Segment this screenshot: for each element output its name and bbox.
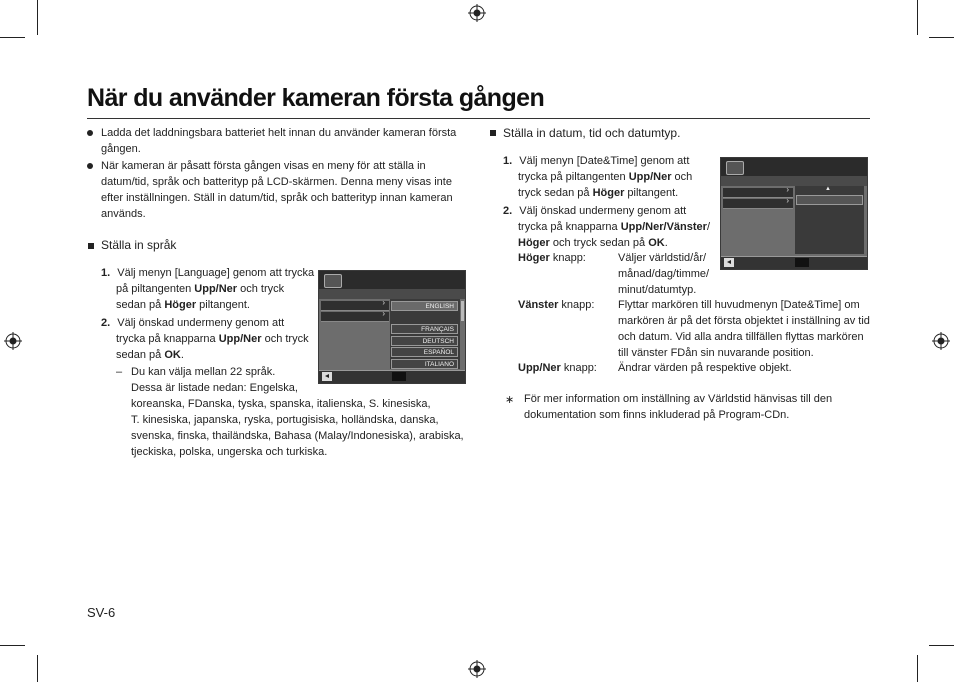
lcd-datetime-screenshot: [720, 157, 868, 270]
date-step-2: 2. Välj önskad undermeny genom att trycka på knapparna Upp/Ner/Vänster/ Höger och tryck sedan på OK.: [503, 205, 710, 249]
registration-mark-icon: [4, 332, 22, 350]
intro-bullet-2: När kameran är påsatt första gången visas en meny för att ställa in datum/tid, språk och batterityp på LCD-skärmen. Denna meny visas inte efter inställningen. Ställ in datum/tid, språk och batterityp innan kameran används.: [101, 160, 453, 220]
lcd-option-deutsch: DEUTSCH: [391, 336, 458, 346]
key-vanster-label: Vänster knapp:: [518, 299, 595, 311]
lcd-option-italiano: ITALIANO: [391, 359, 458, 369]
lcd-menu-row: ›: [321, 312, 389, 322]
crop-mark: [37, 0, 38, 35]
title-rule: [87, 118, 870, 119]
registration-mark-icon: [468, 660, 486, 678]
key-vanster-desc: Flyttar markören till huvudmenyn [Date&Time] om markören är på det första objektet i inställning av tid och datum. Vid alla andra tillfällen flyttas markören till vänster FDån sin nuvarande position.: [618, 299, 870, 359]
lcd-option-english: ENGLISH: [391, 301, 458, 311]
lcd-menu-row: ›: [321, 301, 389, 311]
lcd-selected-row: [796, 195, 863, 205]
note-text: För mer information om inställning av Världstid hänvisas till den dokumentation som finns inkluderad på Program-CDn.: [524, 393, 833, 421]
crop-mark: [929, 645, 954, 646]
left-arrow-icon: [724, 258, 734, 267]
language-step-1: 1. Välj menyn [Language] genom att trycka på piltangenten Upp/Ner och tryck sedan på Höger piltangent.: [101, 267, 315, 311]
square-bullet-icon: [490, 130, 496, 136]
date-step-1: 1. Välj menyn [Date&Time] genom att trycka på piltangenten Upp/Ner och tryck sedan på Höger piltangent.: [503, 155, 693, 199]
lcd-menu-row: ›: [723, 199, 793, 209]
language-step-2: 2. Välj önskad undermeny genom att trycka på knapparna Upp/Ner och tryck sedan på OK.: [101, 317, 309, 361]
up-arrow-icon: ▲: [825, 186, 831, 192]
left-arrow-icon: [322, 372, 332, 381]
registration-mark-icon: [468, 4, 486, 22]
intro-bullet-1: Ladda det laddningsbara batteriet helt innan du använder kameran första gången.: [101, 127, 457, 155]
crop-mark: [929, 37, 954, 38]
key-hoger-label: Höger knapp:: [518, 252, 586, 264]
square-bullet-icon: [88, 243, 94, 249]
bullet-icon: [87, 163, 93, 169]
page-title: När du använder kameran första gången: [87, 84, 545, 112]
language-note-dash: –: [116, 366, 123, 378]
lcd-option-espanol: ESPAÑOL: [391, 347, 458, 357]
key-hoger-desc: Väljer världstid/år/ månad/dag/timme/ minut/datumtyp.: [618, 252, 710, 296]
key-uppner-label: Upp/Ner knapp:: [518, 362, 597, 374]
camera-menu-icon: [324, 274, 342, 288]
crop-mark: [37, 655, 38, 682]
language-note: Du kan välja mellan 22 språk. Dessa är listade nedan: Engelska, koreanska, FDanska, tyska, spanska, italienska, S. kinesiska, T. kinesiska, japanska, ryska, portugisiska, holländska, danska, svenska, finska, thailändska, Bahasa (Malay/Indonesiska), arabiska, tjeckiska, polska, ungerska och turkiska.: [131, 366, 464, 458]
lcd-option-francais: FRANÇAIS: [391, 324, 458, 334]
page-number: SV-6: [87, 605, 116, 620]
lcd-menu-row: ›: [723, 188, 793, 198]
crop-mark: [917, 655, 918, 682]
crop-mark: [917, 0, 918, 35]
crop-mark: [0, 37, 25, 38]
registration-mark-icon: [932, 332, 950, 350]
key-uppner-desc: Ändrar värden på respektive objekt.: [618, 362, 792, 374]
section-heading-date: Ställa in datum, tid och datumtyp.: [503, 126, 681, 140]
camera-menu-icon: [726, 161, 744, 175]
section-heading-language: Ställa in språk: [101, 238, 177, 252]
note-symbol: ∗: [505, 394, 515, 406]
lcd-scrollbar: [461, 301, 464, 321]
bullet-icon: [87, 130, 93, 136]
crop-mark: [0, 645, 25, 646]
lcd-language-screenshot: [318, 270, 466, 384]
